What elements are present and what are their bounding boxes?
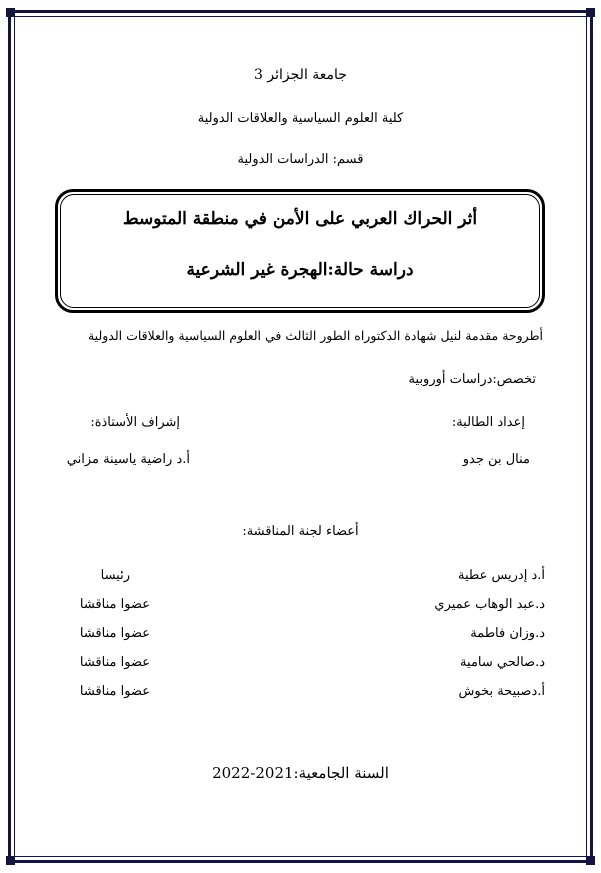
supervisor-name: أ.د راضية ياسينة مزاني [66, 452, 190, 467]
supervisor-label: إشراف الأستاذة: [90, 415, 180, 430]
border-corner-bottom-right [586, 856, 595, 865]
committee-member-role: عضوا مناقشا [79, 655, 150, 670]
academic-year: السنة الجامعية:2021-2022 [212, 764, 389, 782]
student-label: إعداد الطالبة: [451, 415, 525, 430]
committee-member-role: عضوا مناقشا [79, 626, 150, 641]
committee-member-name: د.عبد الوهاب عميري [434, 597, 545, 612]
committee-member-role: عضوا مناقشا [79, 597, 150, 612]
committee-member-role: عضوا مناقشا [79, 684, 150, 699]
student-name: منال بن جدو [462, 452, 530, 467]
department-name: قسم: الدراسات الدولية [237, 152, 364, 167]
border-corner-top-right [586, 8, 595, 17]
university-name: جامعة الجزائر 3 [254, 67, 347, 83]
committee-heading: أعضاء لجنة المناقشة: [242, 524, 359, 539]
border-corner-top-left [6, 8, 15, 17]
case-study-title: دراسة حالة:الهجرة غير الشرعية [186, 260, 414, 280]
border-corner-bottom-left [6, 856, 15, 865]
thesis-title: أثر الحراك العربي على الأمن في منطقة المتوسط [122, 209, 478, 229]
page-border-inner [14, 16, 587, 857]
committee-member-name: أ.د إدريس عطية [458, 568, 545, 583]
committee-member-name: د.وزان فاطمة [470, 626, 545, 641]
thesis-description: أطروحة مقدمة لنيل شهادة الدكتوراه الطور الثالث في العلوم السياسية والعلاقات الدولية [87, 328, 543, 343]
faculty-name: كلية العلوم السياسية والعلاقات الدولية [197, 111, 404, 126]
committee-member-name: د.صالحي سامية [460, 655, 545, 670]
specialization: تخصص:دراسات أوروبية [408, 372, 536, 387]
committee-member-name: أ.دصبيحة بخوش [458, 684, 545, 699]
committee-member-role: رئيسا [100, 568, 130, 583]
